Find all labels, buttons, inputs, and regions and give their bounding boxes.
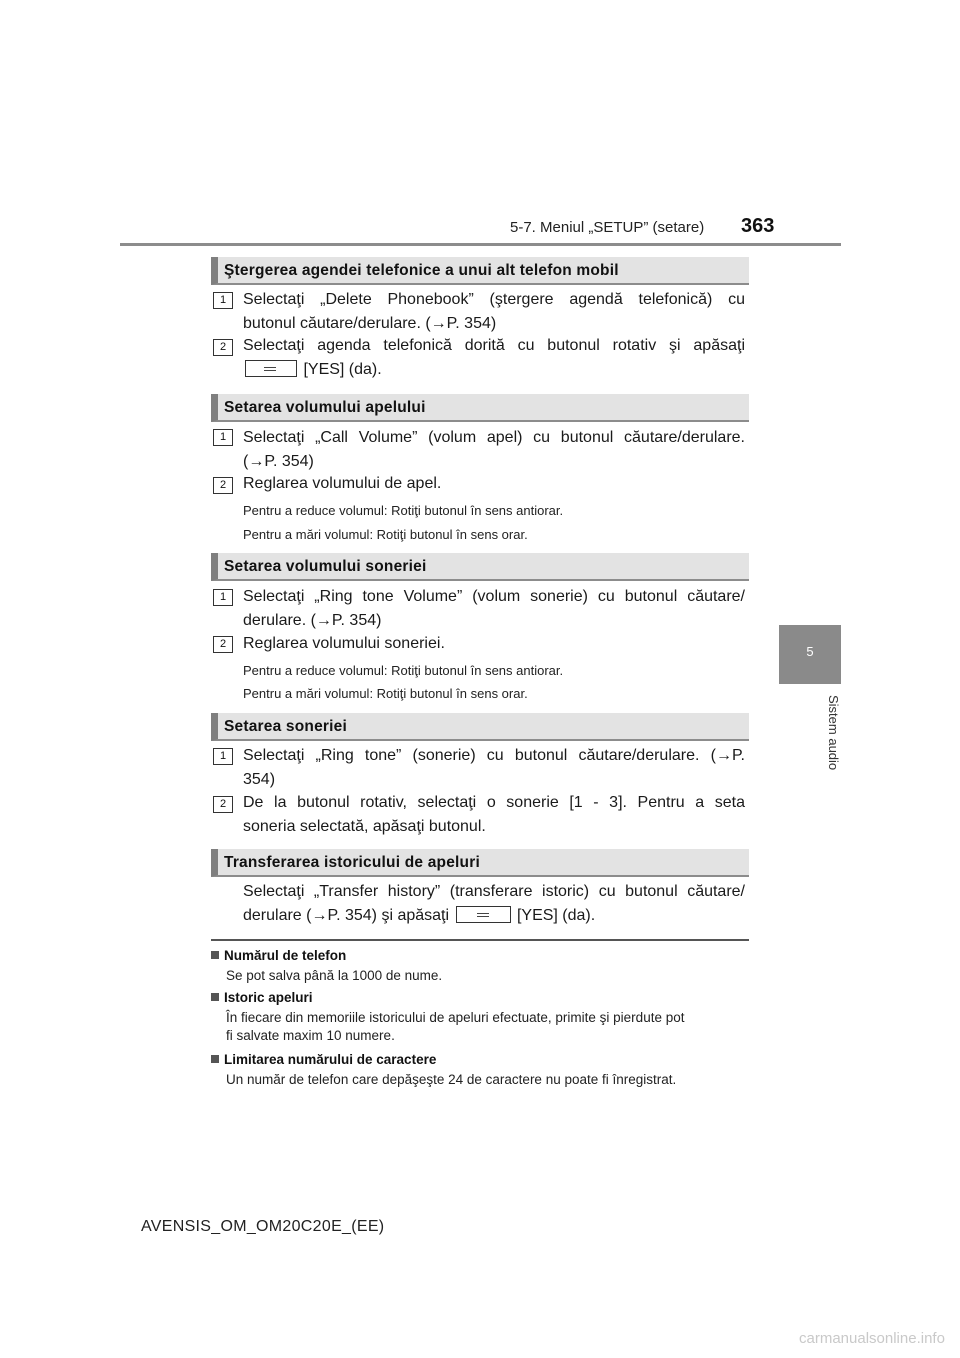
step-line: Selectaţi „Ring tone Volume” (volum sonerie) cu butonul căutare/ <box>243 588 745 605</box>
step-number: 1 <box>213 748 233 765</box>
section-heading: Setarea volumului apelului <box>224 399 426 416</box>
step-number: 1 <box>213 429 233 446</box>
step-text <box>243 426 745 474</box>
step-number: 1 <box>213 292 233 309</box>
step-line: (→P. 354) <box>243 453 314 470</box>
step-number: 1 <box>213 589 233 606</box>
step-line: De la butonul rotativ, selectaţi o sonerie [1 - 3]. Pentru a seta <box>243 794 745 811</box>
step-note: Pentru a mări volumul: Rotiţi butonul în sens orar. <box>243 527 528 542</box>
step-number: 2 <box>213 796 233 813</box>
section-bar-ringtone-volume <box>211 553 749 581</box>
step-text: Reglarea volumului soneriei. <box>243 635 445 652</box>
section-heading: Setarea soneriei <box>224 718 347 735</box>
document-code: AVENSIS_OM_OM20C20E_(EE) <box>141 1218 385 1235</box>
section-heading: Ştergerea agendei telefonice a unui alt telefon mobil <box>224 262 619 279</box>
step-line: Selectaţi „Delete Phonebook” (ştergere agendă telefonică) cu <box>243 291 745 308</box>
step-number: 2 <box>213 636 233 653</box>
note-heading: Limitarea numărului de caractere <box>211 1052 436 1067</box>
step-line: soneria selectată, apăsaţi butonul. <box>243 818 486 835</box>
square-bullet-icon <box>211 993 219 1001</box>
section-bar-ringtone <box>211 713 749 741</box>
note-line: fi salvate maxim 10 numere. <box>226 1028 395 1043</box>
enter-button-icon <box>245 360 297 377</box>
note-text: Un număr de telefon care depăşeşte 24 de caractere nu poate fi înregistrat. <box>226 1072 677 1087</box>
step-number: 2 <box>213 339 233 356</box>
step-line: Selectaţi „Ring tone” (sonerie) cu butonul căutare/derulare. (→P. <box>243 747 745 764</box>
step-line: Selectaţi agenda telefonică dorită cu butonul rotativ şi apăsaţi <box>243 337 745 354</box>
section-line: derulare (→P. 354) şi apăsaţi <box>243 907 450 924</box>
step-text <box>243 744 745 792</box>
step-note: Pentru a reduce volumul: Rotiţi butonul în sens antiorar. <box>243 663 564 678</box>
section-text <box>243 880 745 928</box>
notes-divider <box>211 939 749 941</box>
step-line: Selectaţi „Call Volume” (volum apel) cu butonul căutare/derulare. <box>243 429 745 446</box>
step-number: 2 <box>213 477 233 494</box>
square-bullet-icon <box>211 951 219 959</box>
section-bar-transfer-history <box>211 849 749 877</box>
section-line: [YES] (da). <box>516 907 596 924</box>
chapter-number: 5 <box>806 644 814 659</box>
section-heading: Setarea volumului soneriei <box>224 558 427 575</box>
enter-button-icon <box>456 906 511 923</box>
step-text <box>243 585 745 633</box>
header-rule <box>120 243 841 246</box>
step-text <box>243 288 745 336</box>
note-line: În fiecare din memoriile istoricului de apeluri efectuate, primite şi pierdute pot <box>226 1010 685 1025</box>
chapter-title: Sistem audio <box>826 695 841 771</box>
step-note: Pentru a mări volumul: Rotiţi butonul în sens orar. <box>243 686 528 701</box>
step-line: butonul căutare/derulare. (→P. 354) <box>243 315 497 332</box>
square-bullet-icon <box>211 1055 219 1063</box>
chapter-tab[interactable] <box>779 625 841 684</box>
note-text: Se pot salva până la 1000 de nume. <box>226 968 443 983</box>
section-title: 5-7. Meniul „SETUP” (setare) <box>510 219 705 236</box>
page-number: 363 <box>741 215 775 237</box>
step-text: Reglarea volumului de apel. <box>243 475 442 492</box>
step-line: 354) <box>243 771 276 788</box>
note-text <box>226 1009 746 1045</box>
step-note: Pentru a reduce volumul: Rotiţi butonul în sens antiorar. <box>243 503 564 518</box>
note-heading: Istoric apeluri <box>211 990 313 1005</box>
step-line: derulare. (→P. 354) <box>243 612 382 629</box>
section-bar-delete-phonebook <box>211 257 749 285</box>
section-line: Selectaţi „Transfer history” (transferare istoric) cu butonul căutare/ <box>243 883 745 900</box>
watermark: carmanualsonline.info <box>799 1330 945 1347</box>
step-text <box>243 334 745 382</box>
section-bar-call-volume <box>211 394 749 422</box>
note-heading: Numărul de telefon <box>211 948 346 963</box>
section-heading: Transferarea istoricului de apeluri <box>224 854 480 871</box>
step-line: [YES] (da). <box>303 361 382 378</box>
step-text <box>243 791 745 839</box>
